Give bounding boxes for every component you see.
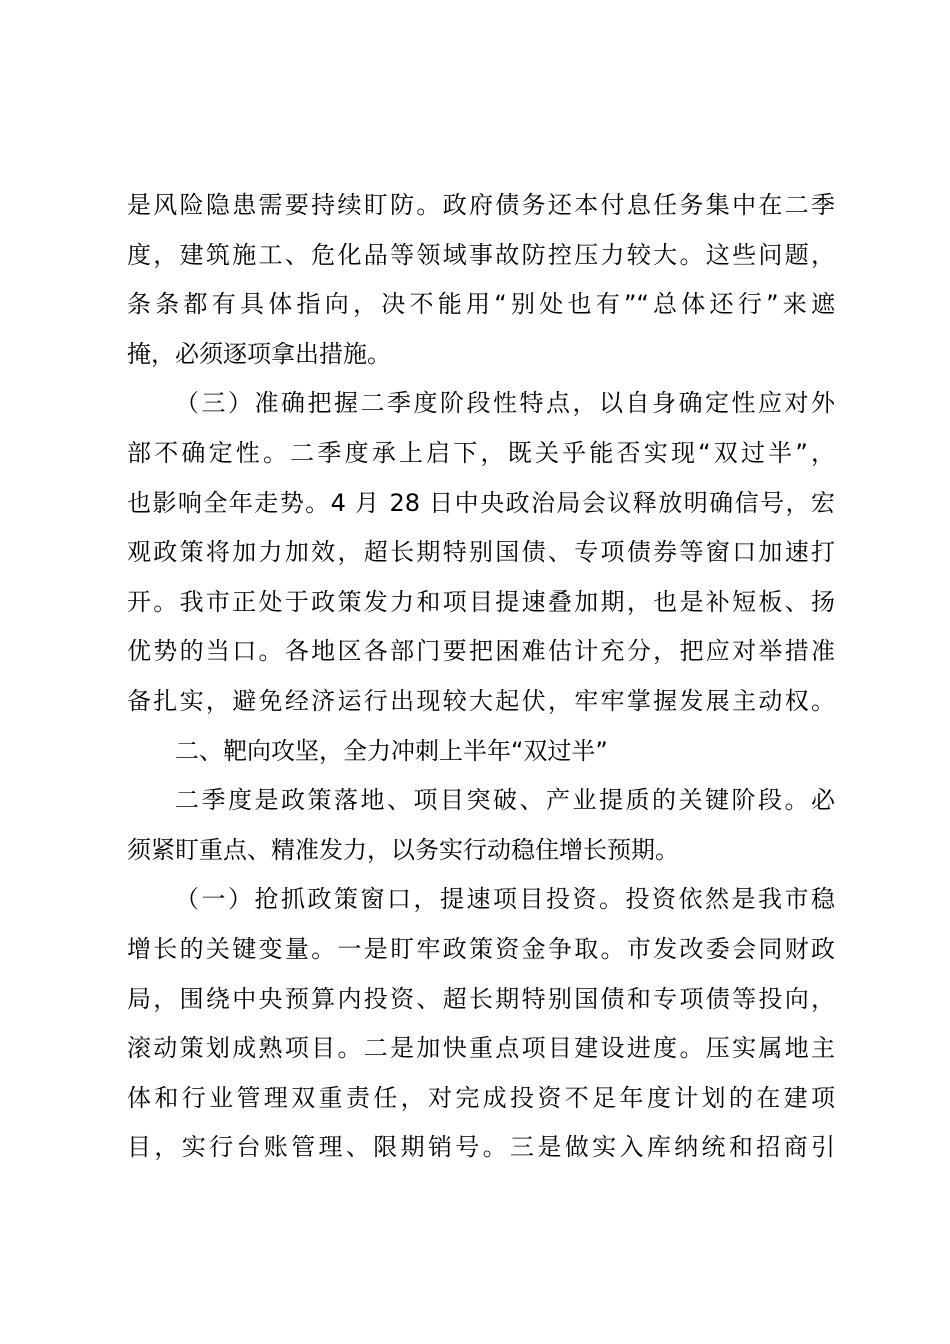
text-line: 备扎实，避免经济运行出现较大起伏，牢牢掌握发展主动权。 [127, 686, 835, 715]
text-line: 是风险隐患需要持续盯防。政府债务还本付息任务集中在二季 [127, 191, 835, 219]
text-line: 掩，必须逐项拿出措施。 [127, 339, 391, 368]
text-line: 增长的关键变量。一是盯牢政策资金争取。市发改委会同财政 [127, 934, 835, 963]
text-line: 局，围绕中央预算内投资、超长期特别国债和专项债等投向， [127, 984, 835, 1013]
text-line: 二、靶向攻坚，全力冲刺上半年“双过半” [175, 736, 608, 765]
text-line: 度，建筑施工、危化品等领域事故防控压力较大。这些问题， [127, 240, 835, 269]
text-line: （三）准确把握二季度阶段性特点，以自身确定性应对外 [175, 389, 835, 418]
text-line: 目，实行台账管理、限期销号。三是做实入库纳统和招商引 [127, 1133, 835, 1162]
text-line: 滚动策划成熟项目。二是加快重点项目建设进度。压实属地主 [127, 1034, 835, 1063]
text-line: 优势的当口。各地区各部门要把困难估计充分，把应对举措准 [127, 637, 835, 666]
text-line: 也影响全年走势。4 月 28 日中央政治局会议释放明确信号，宏 [127, 488, 835, 517]
text-line: 开。我市正处于政策发力和项目提速叠加期，也是补短板、扬 [127, 587, 835, 616]
text-line: 部不确定性。二季度承上启下，既关乎能否实现“双过半”， [127, 438, 835, 467]
text-line: 体和行业管理双重责任，对完成投资不足年度计划的在建项 [127, 1083, 835, 1112]
document-body [127, 181, 835, 1173]
text-line: 须紧盯重点、精准发力，以务实行动稳住增长预期。 [127, 835, 679, 864]
text-line: 二季度是政策落地、项目突破、产业提质的关键阶段。必 [175, 786, 835, 815]
text-line: （一）抢抓政策窗口，提速项目投资。投资依然是我市稳 [175, 885, 835, 914]
text-line: 观政策将加力加效，超长期特别国债、专项债券等窗口加速打 [127, 538, 835, 567]
text-line: 条条都有具体指向，决不能用“别处也有”“总体还行”来遮 [127, 290, 835, 319]
